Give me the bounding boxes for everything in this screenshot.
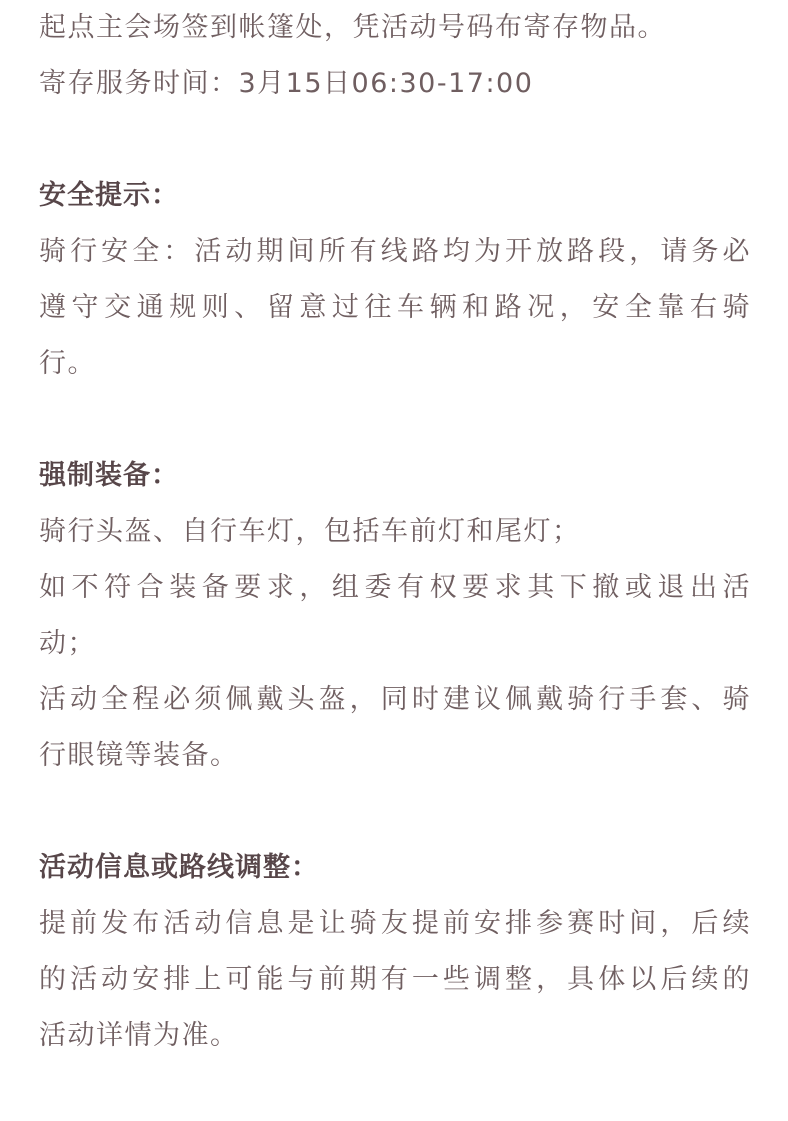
safety-line: 骑行安全：活动期间所有线路均为开放路段，请务必 (39, 236, 751, 267)
safety-heading: 安全提示： (39, 180, 179, 211)
equipment-heading: 强制装备： (39, 460, 179, 491)
section-spacer (39, 784, 751, 840)
equipment-line: 活动全程必须佩戴头盔，同时建议佩戴骑行手套、骑 (39, 684, 751, 715)
equipment-line: 行眼镜等装备。 (39, 740, 239, 771)
adjustment-heading: 活动信息或路线调整： (39, 852, 319, 883)
safety-line: 遵守交通规则、留意过往车辆和路况，安全靠右骑 (39, 292, 751, 323)
section-spacer (39, 112, 751, 168)
equipment-line: 骑行头盔、自行车灯，包括车前灯和尾灯； (39, 516, 581, 547)
adjustment-line: 提前发布活动信息是让骑友提前安排参赛时间，后续 (39, 908, 751, 939)
article-body (39, 0, 751, 1064)
section-spacer (39, 392, 751, 448)
equipment-line: 如不符合装备要求，组委有权要求其下撤或退出活 (39, 572, 751, 603)
adjustment-line: 活动详情为准。 (39, 1020, 239, 1051)
storage-hours-text: 寄存服务时间：3月15日06:30-17:00 (39, 68, 534, 99)
equipment-line: 动； (39, 628, 96, 659)
adjustment-line: 的活动安排上可能与前期有一些调整，具体以后续的 (39, 964, 751, 995)
safety-line: 行。 (39, 348, 96, 379)
storage-location-text: 起点主会场签到帐篷处，凭活动号码布寄存物品。 (39, 12, 666, 43)
